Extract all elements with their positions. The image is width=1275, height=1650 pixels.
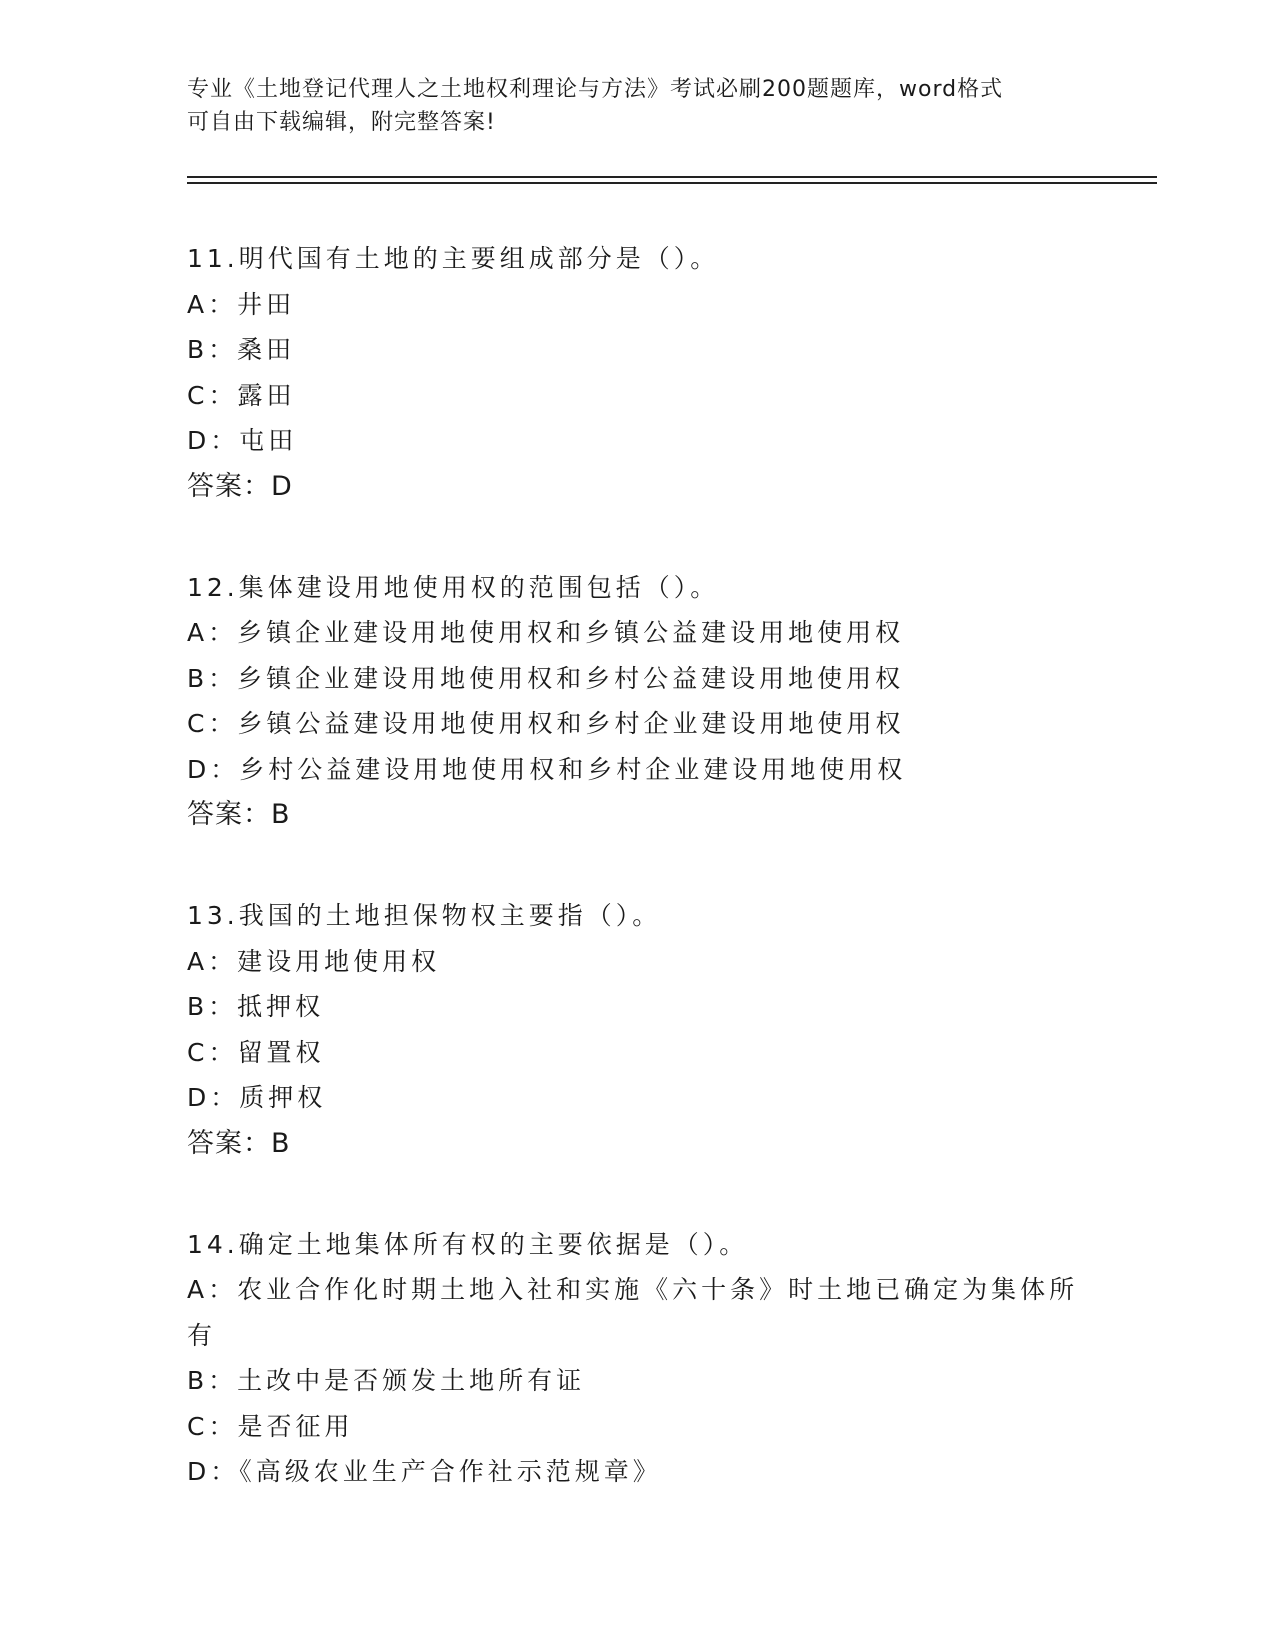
option-c: C：露田 <box>187 380 296 410</box>
question-stem: 12.集体建设用地使用权的范围包括（）。 <box>187 572 720 602</box>
option-c: C：是否征用 <box>187 1411 354 1441</box>
question-14 <box>187 1222 1087 1495</box>
option-b: B：抵押权 <box>187 992 325 1021</box>
option-a: A：井田 <box>187 289 296 319</box>
question-12 <box>187 565 1087 838</box>
option-c: C：留置权 <box>187 1037 325 1067</box>
option-b: B：土改中是否颁发土地所有证 <box>187 1366 586 1395</box>
option-c: C：乡镇公益建设用地使用权和乡村企业建设用地使用权 <box>187 709 905 738</box>
option-d: D：屯田 <box>187 426 298 455</box>
option-a: A：农业合作化时期土地入社和实施《六十条》时土地已确定为集体所有 <box>187 1275 1079 1350</box>
question-stem: 11.明代国有土地的主要组成部分是（）。 <box>187 244 720 273</box>
option-d: D：《高级农业生产合作社示范规章》 <box>187 1457 662 1486</box>
option-d: D：质押权 <box>187 1083 327 1112</box>
question-11 <box>187 236 1087 509</box>
header-divider-bottom <box>187 182 1157 184</box>
header-line-2: 可自由下载编辑，附完整答案! <box>187 110 496 135</box>
question-stem: 13.我国的土地担保物权主要指（）。 <box>187 901 662 930</box>
option-b: B：桑田 <box>187 335 296 364</box>
answer-line: 答案：B <box>187 1127 291 1159</box>
question-list <box>187 236 1087 1551</box>
option-d: D：乡村公益建设用地使用权和乡村企业建设用地使用权 <box>187 754 907 784</box>
question-stem: 14.确定土地集体所有权的主要依据是（）。 <box>187 1229 749 1259</box>
option-a: A：乡镇企业建设用地使用权和乡镇公益建设用地使用权 <box>187 618 905 647</box>
question-13 <box>187 893 1087 1166</box>
header-line-1: 专业《土地登记代理人之土地权利理论与方法》考试必刷200题题库，word格式 <box>187 77 1004 102</box>
option-a: A：建设用地使用权 <box>187 946 441 976</box>
answer-line: 答案：B <box>187 799 291 830</box>
answer-line: 答案：D <box>187 470 293 502</box>
option-b: B：乡镇企业建设用地使用权和乡村公益建设用地使用权 <box>187 663 905 693</box>
document-header <box>187 73 1087 139</box>
header-divider-top <box>187 176 1157 178</box>
